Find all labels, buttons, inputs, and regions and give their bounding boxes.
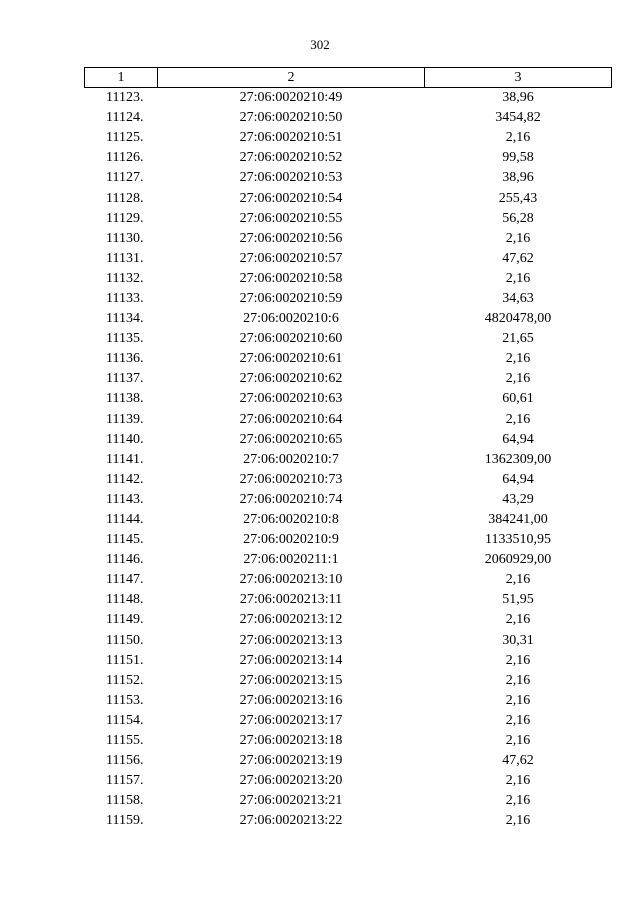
- value-cell: 1362309,00: [484, 451, 552, 467]
- row-number-cell: 11140.: [106, 431, 144, 447]
- row-number-cell: 11123.: [106, 90, 144, 106]
- row-number-cell: 11150.: [106, 632, 144, 648]
- value-cell: 47,62: [502, 753, 534, 769]
- table-row: [85, 329, 612, 349]
- row-number-cell: 11144.: [106, 512, 144, 528]
- table-row: [85, 490, 612, 510]
- cadastral-number-cell: 27:06:0020213:22: [239, 813, 343, 829]
- cadastral-number-cell: 27:06:0020210:55: [239, 210, 343, 226]
- row-number-cell: 11128.: [106, 190, 144, 206]
- value-cell: 2,16: [505, 351, 531, 367]
- cadastral-number-cell: 27:06:0020210:63: [239, 391, 343, 407]
- table-row: [85, 811, 612, 831]
- value-cell: 2,16: [505, 572, 531, 588]
- value-cell: 60,61: [502, 391, 534, 407]
- cadastral-number-cell: 27:06:0020210:73: [239, 471, 343, 487]
- header-row: [85, 68, 612, 88]
- table-row: [85, 410, 612, 430]
- row-number-cell: 11137.: [106, 371, 144, 387]
- cadastral-number-cell: 27:06:0020213:18: [239, 733, 343, 749]
- table-row: [85, 209, 612, 229]
- value-cell: 38,96: [502, 90, 534, 106]
- cadastral-number-cell: 27:06:0020213:11: [239, 592, 343, 608]
- table-row: [85, 229, 612, 249]
- cadastral-number-cell: 27:06:0020213:10: [239, 572, 343, 588]
- cadastral-number-cell: 27:06:0020210:6: [243, 311, 339, 327]
- table-row: [85, 550, 612, 570]
- cadastral-number-cell: 27:06:0020213:12: [239, 612, 343, 628]
- table-row: [85, 791, 612, 811]
- value-cell: 2,16: [505, 672, 531, 688]
- cadastral-number-cell: 27:06:0020210:9: [243, 532, 339, 548]
- cadastral-number-cell: 27:06:0020210:60: [239, 331, 343, 347]
- row-number-cell: 11125.: [106, 130, 144, 146]
- cadastral-number-cell: 27:06:0020210:64: [239, 411, 343, 427]
- value-cell: 2,16: [505, 692, 531, 708]
- header-cell-col-1: 1: [85, 68, 158, 88]
- value-cell: 64,94: [502, 471, 534, 487]
- cadastral-number-cell: 27:06:0020213:20: [239, 773, 343, 789]
- row-number-cell: 11153.: [106, 692, 144, 708]
- cadastral-number-cell: 27:06:0020210:54: [239, 190, 343, 206]
- table-row: [85, 510, 612, 530]
- row-number-cell: 11138.: [106, 391, 144, 407]
- value-cell: 2,16: [505, 411, 531, 427]
- value-cell: 2,16: [505, 130, 531, 146]
- row-number-cell: 11146.: [106, 552, 144, 568]
- value-cell: 56,28: [502, 210, 534, 226]
- cadastral-number-cell: 27:06:0020213:14: [239, 652, 343, 668]
- header-cell-col-3: 3: [425, 68, 612, 88]
- value-cell: 1133510,95: [485, 532, 551, 548]
- cadastral-number-cell: 27:06:0020210:50: [239, 110, 343, 126]
- row-number-cell: 11143.: [106, 491, 144, 507]
- cadastral-number-cell: 27:06:0020210:53: [239, 170, 343, 186]
- row-number-cell: 11151.: [106, 652, 144, 668]
- table-header: [85, 68, 612, 88]
- table-row: [85, 249, 612, 269]
- row-number-cell: 11139.: [106, 411, 144, 427]
- table-row: [85, 349, 612, 369]
- table-row: [85, 691, 612, 711]
- row-number-cell: 11142.: [106, 471, 144, 487]
- value-cell: 51,95: [502, 592, 534, 608]
- table-row: [85, 731, 612, 751]
- row-number-cell: 11159.: [106, 813, 144, 829]
- row-number-cell: 11145.: [106, 532, 144, 548]
- cadastral-number-cell: 27:06:0020213:15: [239, 672, 343, 688]
- row-number-cell: 11129.: [106, 210, 144, 226]
- row-number-cell: 11134.: [106, 311, 144, 327]
- value-cell: 34,63: [502, 290, 534, 306]
- value-cell: 2,16: [505, 652, 531, 668]
- row-number-cell: 11154.: [106, 712, 144, 728]
- table-row: [85, 651, 612, 671]
- table-row: [85, 671, 612, 691]
- table-row: [85, 610, 612, 630]
- table-row: [85, 188, 612, 208]
- value-cell: 21,65: [502, 331, 534, 347]
- cadastral-number-cell: 27:06:0020210:52: [239, 150, 343, 166]
- value-cell: 2,16: [505, 270, 531, 286]
- page-number: 302: [310, 37, 330, 52]
- cadastral-number-cell: 27:06:0020210:59: [239, 290, 343, 306]
- table-row: [85, 751, 612, 771]
- table-row: [85, 309, 612, 329]
- cadastral-number-cell: 27:06:0020210:8: [243, 512, 339, 528]
- row-number-cell: 11126.: [106, 150, 144, 166]
- table-row: [85, 590, 612, 610]
- table-body: [85, 88, 612, 832]
- cadastral-number-cell: 27:06:0020210:7: [243, 451, 339, 467]
- cadastral-number-cell: 27:06:0020213:17: [239, 712, 343, 728]
- cadastral-number-cell: 27:06:0020213:21: [239, 793, 343, 809]
- value-cell: 2,16: [505, 813, 531, 829]
- value-cell: 255,43: [498, 190, 538, 206]
- cadastral-number-cell: 27:06:0020210:65: [239, 431, 343, 447]
- row-number-cell: 11147.: [106, 572, 144, 588]
- row-number-cell: 11141.: [106, 451, 144, 467]
- row-number-cell: 11135.: [106, 331, 144, 347]
- data-table: [84, 67, 612, 831]
- row-number-cell: 11157.: [106, 773, 144, 789]
- table-row: [85, 269, 612, 289]
- value-cell: 2,16: [505, 230, 531, 246]
- cadastral-number-cell: 27:06:0020211:1: [243, 552, 339, 568]
- table-row: [85, 470, 612, 490]
- table-row: [85, 289, 612, 309]
- value-cell: 64,94: [502, 431, 534, 447]
- table-row: [85, 711, 612, 731]
- row-number-cell: 11149.: [106, 612, 144, 628]
- cadastral-number-cell: 27:06:0020213:16: [239, 692, 343, 708]
- cadastral-number-cell: 27:06:0020213:19: [239, 753, 343, 769]
- value-cell: 2060929,00: [484, 552, 552, 568]
- cadastral-number-cell: 27:06:0020210:74: [239, 491, 343, 507]
- value-cell: 4820478,00: [484, 311, 552, 327]
- row-number-cell: 11152.: [106, 672, 144, 688]
- cadastral-number-cell: 27:06:0020210:57: [239, 250, 343, 266]
- row-number-cell: 11158.: [106, 793, 144, 809]
- cadastral-number-cell: 27:06:0020210:56: [239, 230, 343, 246]
- value-cell: 2,16: [505, 712, 531, 728]
- cadastral-number-cell: 27:06:0020213:13: [239, 632, 343, 648]
- table-row: [85, 148, 612, 168]
- table-row: [85, 771, 612, 791]
- value-cell: 2,16: [505, 371, 531, 387]
- table-row: [85, 450, 612, 470]
- row-number-cell: 11133.: [106, 290, 144, 306]
- row-number-cell: 11136.: [106, 351, 144, 367]
- cadastral-number-cell: 27:06:0020210:51: [239, 130, 343, 146]
- value-cell: 384241,00: [488, 512, 548, 528]
- table-row: [85, 631, 612, 651]
- cadastral-number-cell: 27:06:0020210:62: [239, 371, 343, 387]
- table-row: [85, 108, 612, 128]
- cadastral-number-cell: 27:06:0020210:49: [239, 90, 343, 106]
- value-cell: 43,29: [502, 491, 534, 507]
- value-cell: 30,31: [502, 632, 534, 648]
- row-number-cell: 11131.: [106, 250, 144, 266]
- table-row: [85, 88, 612, 109]
- table-row: [85, 389, 612, 409]
- cadastral-number-cell: 27:06:0020210:61: [239, 351, 343, 367]
- value-cell: 47,62: [502, 250, 534, 266]
- table-row: [85, 430, 612, 450]
- row-number-cell: 11132.: [106, 270, 144, 286]
- value-cell: 2,16: [505, 733, 531, 749]
- table-row: [85, 570, 612, 590]
- row-number-cell: 11127.: [106, 170, 144, 186]
- row-number-cell: 11148.: [106, 592, 144, 608]
- table-row: [85, 168, 612, 188]
- table-row: [85, 369, 612, 389]
- row-number-cell: 11124.: [106, 110, 144, 126]
- row-number-cell: 11156.: [106, 753, 144, 769]
- value-cell: 3454,82: [495, 110, 541, 126]
- value-cell: 38,96: [502, 170, 534, 186]
- cadastral-number-cell: 27:06:0020210:58: [239, 270, 343, 286]
- row-number-cell: 11155.: [106, 733, 144, 749]
- value-cell: 99,58: [502, 150, 534, 166]
- table-row: [85, 128, 612, 148]
- value-cell: 2,16: [505, 612, 531, 628]
- table-row: [85, 530, 612, 550]
- header-cell-col-2: 2: [158, 68, 425, 88]
- row-number-cell: 11130.: [106, 230, 144, 246]
- value-cell: 2,16: [505, 773, 531, 789]
- value-cell: 2,16: [505, 793, 531, 809]
